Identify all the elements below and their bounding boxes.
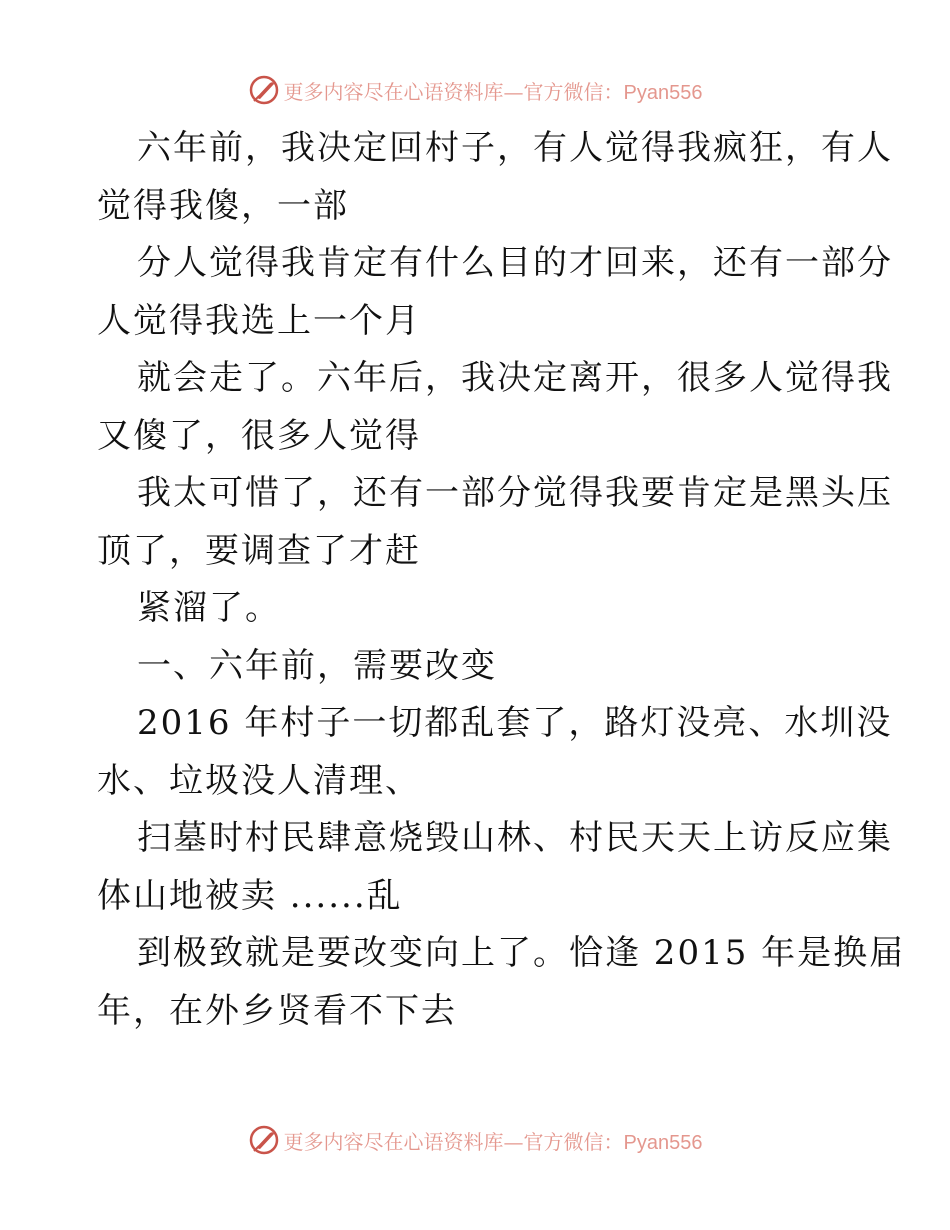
text-line: 觉得我傻，一部 [97, 185, 349, 226]
feather-pen-seal-icon [248, 1124, 280, 1156]
text-line: 紧溜了。 [137, 588, 281, 628]
watermark-text: 更多内容尽在心语资料库—官方微信：Pyan556 [283, 79, 703, 104]
text-line: 我太可惜了，还有一部分觉得我要肯定是黑头压 [137, 473, 893, 513]
feather-pen-seal-icon [248, 74, 280, 106]
watermark-wechat-id: Pyan556 [623, 81, 703, 104]
section-heading: 一、六年前，需要改变 [137, 645, 497, 686]
text-line: 到极致就是要改变向上了。恰逢 2015 年是换届 [137, 933, 906, 973]
text-line: 人觉得我选上一个月 [97, 300, 421, 341]
text-line: 体山地被卖 ......乱 [97, 875, 403, 916]
text-line: 又傻了，很多人觉得 [97, 415, 421, 456]
text-line: 2016 年村子一切都乱套了，路灯没亮、水圳没 [137, 703, 893, 743]
header-watermark [0, 70, 950, 110]
text-line: 分人觉得我肯定有什么目的才回来，还有一部分 [137, 243, 893, 283]
text-line: 就会走了。六年后，我决定离开，很多人觉得我 [137, 358, 893, 398]
text-line: 六年前，我决定回村子，有人觉得我疯狂，有人 [137, 128, 893, 168]
text-line: 顶了，要调查了才赶 [97, 530, 421, 571]
watermark-wechat-id: Pyan556 [623, 1131, 703, 1154]
footer-watermark [0, 1120, 950, 1160]
text-line: 水、垃圾没人清理、 [97, 760, 421, 801]
watermark-text: 更多内容尽在心语资料库—官方微信：Pyan556 [283, 1129, 703, 1154]
body-text [97, 120, 906, 1040]
text-line: 年，在外乡贤看不下去 [97, 990, 457, 1031]
text-line: 扫墓时村民肆意烧毁山林、村民天天上访反应集 [137, 818, 893, 858]
